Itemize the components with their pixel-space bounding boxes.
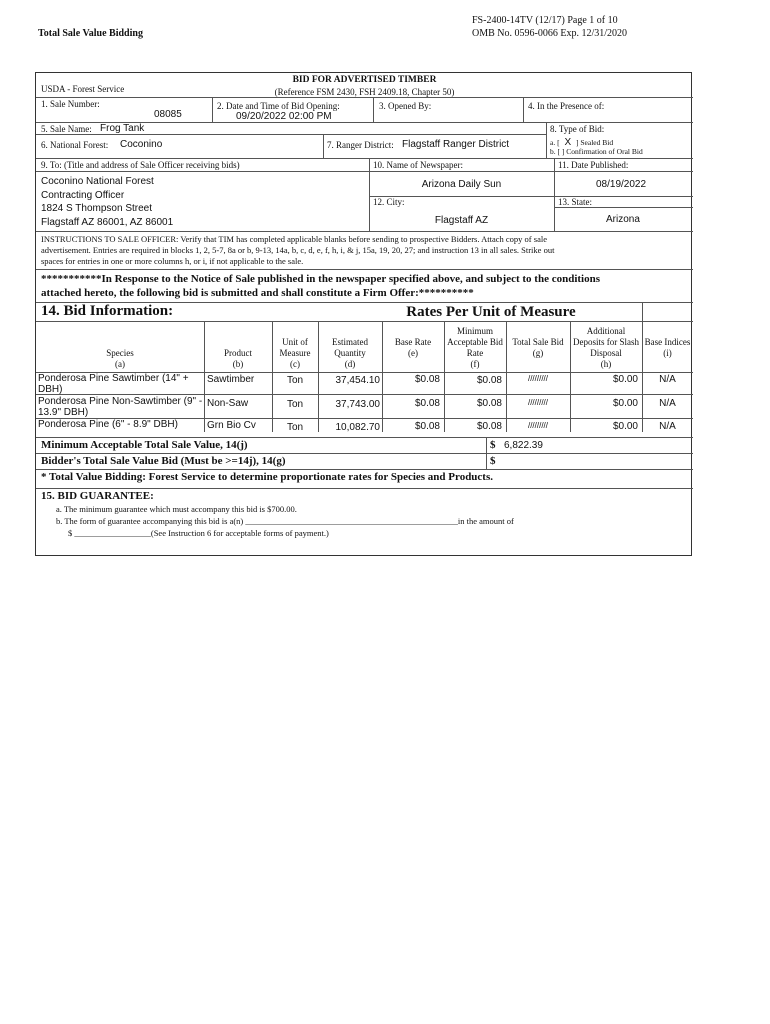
divider — [369, 196, 693, 197]
col-unit: Unit of Measure (c) — [279, 337, 311, 369]
min-total-dollar: $ — [490, 439, 496, 451]
date-published-label: 11. Date Published: — [558, 160, 629, 170]
sale-name-field[interactable]: Frog Tank — [100, 123, 145, 134]
quantity-cell: 37,454.10 — [335, 375, 380, 386]
divider — [36, 97, 693, 98]
min-rate-cell: $0.08 — [476, 398, 502, 409]
quantity-cell: 10,082.70 — [335, 422, 380, 433]
city-field[interactable]: Flagstaff AZ — [434, 215, 489, 226]
divider — [642, 302, 643, 321]
bidder-total-label: Bidder's Total Sale Value Bid (Must be >=14j), 14(g) — [41, 455, 286, 467]
species-cell: Ponderosa Pine (6" - 8.9" DBH) — [38, 419, 178, 430]
divider — [36, 469, 693, 470]
base-indices-cell: N/A — [659, 374, 676, 385]
form-reference: (Reference FSM 2430, FSH 2409.18, Chapter 50) — [274, 87, 455, 97]
base-indices-cell: N/A — [659, 421, 676, 432]
divider — [36, 231, 693, 232]
divider — [36, 488, 693, 489]
product-cell: Non-Saw — [207, 398, 249, 409]
slash-deposit-cell: $0.00 — [612, 398, 638, 409]
bid-date-field[interactable]: 09/20/2022 02:00 PM — [236, 111, 332, 122]
divider — [36, 171, 369, 172]
table-row — [36, 394, 693, 418]
state-field[interactable]: Arizona — [606, 214, 640, 225]
newspaper-label: 10. Name of Newspaper: — [373, 160, 463, 170]
sale-number-field[interactable]: 08085 — [154, 109, 182, 120]
divider — [369, 171, 693, 172]
divider — [36, 269, 693, 270]
divider — [36, 158, 693, 159]
slash-deposit-cell: $0.00 — [612, 374, 638, 385]
rates-title: Rates Per Unit of Measure — [406, 304, 576, 320]
guarantee-title: 15. BID GUARANTEE: — [41, 490, 154, 502]
divider — [212, 97, 213, 122]
guarantee-minimum: a. The minimum guarantee which must accompany this bid is $700.00. — [56, 504, 297, 514]
bid-type-oral[interactable]: b. [ ] Confirmation of Oral Bid — [550, 147, 643, 156]
forest-label: 6. National Forest: — [41, 140, 109, 150]
sale-officer-address[interactable]: Coconino National Forest Contracting Officer 1824 S Thompson Street Flagstaff AZ 86001, AZ 86001 — [41, 176, 174, 228]
bid-type-sealed: a. [ X ] Sealed Bid — [550, 137, 614, 148]
divider — [323, 134, 324, 158]
presence-label: 4. In the Presence of: — [528, 101, 605, 111]
divider — [36, 134, 546, 135]
base-rate-cell: $0.08 — [414, 398, 440, 409]
species-cell: Ponderosa Pine Non-Sawtimber (9" - 13.9" DBH) — [38, 396, 203, 418]
divider — [36, 321, 693, 322]
total-bid-cell[interactable]: ///////// — [527, 374, 548, 383]
form-series-title: Total Sale Value Bidding — [38, 28, 143, 39]
omb-number: OMB No. 0596-0066 Exp. 12/31/2020 — [472, 28, 627, 39]
col-quantity: Estimated Quantity (d) — [332, 337, 368, 369]
bid-info-title: 14. Bid Information: — [41, 303, 174, 319]
bidder-total-dollar: $ — [490, 455, 496, 467]
guarantee-amount-field[interactable]: $ __________________(See Instruction 6 for acceptable forms of payment.) — [68, 528, 329, 538]
forest-field[interactable]: Coconino — [120, 139, 163, 150]
total-bid-cell[interactable]: ///////// — [527, 398, 548, 407]
base-indices-cell: N/A — [659, 398, 676, 409]
form-number: FS-2400-14TV (12/17) Page 1 of 10 — [472, 15, 618, 26]
min-total-value: 6,822.39 — [504, 440, 543, 451]
unit-cell: Ton — [286, 399, 304, 410]
sealed-bid-checkbox[interactable]: X — [564, 137, 572, 148]
col-base-indices: Base Indices (i) — [644, 337, 691, 358]
form-title: BID FOR ADVERTISED TIMBER — [292, 75, 437, 85]
col-slash-deposit: Additional Deposits for Slash Disposal (h) — [573, 326, 639, 369]
divider — [523, 97, 524, 122]
sale-name-label: 5. Sale Name: — [41, 124, 92, 134]
bid-form — [35, 72, 692, 556]
product-cell: Sawtimber — [207, 374, 255, 385]
quantity-cell: 37,743.00 — [335, 399, 380, 410]
ranger-district-field[interactable]: Flagstaff Ranger District — [402, 139, 510, 150]
city-label: 12. City: — [373, 197, 405, 207]
divider — [373, 97, 374, 122]
date-published-field[interactable]: 08/19/2022 — [596, 179, 647, 190]
ranger-district-label: 7. Ranger District: — [327, 140, 394, 150]
divider — [546, 122, 547, 158]
guarantee-form-field[interactable]: b. The form of guarantee accompanying this bid is a(n) __________________________________________________in the amount of — [56, 516, 514, 526]
divider — [554, 207, 693, 208]
divider — [554, 158, 555, 231]
total-bid-cell[interactable]: ///////// — [527, 421, 548, 430]
sale-number-label: 1. Sale Number: — [41, 99, 100, 109]
col-min-rate: Minimum Acceptable Bid Rate (f) — [447, 326, 503, 369]
opened-by-label: 3. Opened By: — [379, 101, 432, 111]
col-base-rate: Base Rate (e) — [394, 337, 432, 358]
sale-officer-instructions: INSTRUCTIONS TO SALE OFFICER: Verify that TIM has completed applicable blanks before sending to prospective Bidders. Attach copy of sale advertisement. Entries are required in blocks 1, 2, 5-7, 8a or b, 9-13, 14a, b, c, d, e, f, h, i, & j, 15a, 19, 20, 27; and instruction 13 in all sales. Strike out spaces for entries in one or more columns h, or i, if not applicable to the sale. — [41, 234, 555, 266]
bidder-total-input[interactable] — [502, 453, 692, 469]
total-value-note: * Total Value Bidding: Forest Service to determine proportionate rates for Species and Products. — [41, 471, 494, 483]
col-species: Species (a) — [106, 348, 134, 369]
table-row — [36, 372, 693, 394]
base-rate-cell: $0.08 — [414, 374, 440, 385]
sale-officer-label: 9. To: (Title and address of Sale Officer receiving bids) — [41, 160, 240, 170]
firm-offer-statement: ***********In Response to the Notice of Sale published in the newspaper specified above, and subject to the conditions attached hereto, the following bid is submitted and shall constitute a Firm Offer:********** — [41, 273, 601, 299]
bid-type-label: 8. Type of Bid: — [550, 124, 605, 134]
form-number-block — [472, 14, 627, 40]
product-cell: Grn Bio Cv — [207, 420, 256, 431]
col-total-bid: Total Sale Bid (g) — [512, 337, 564, 358]
state-label: 13. State: — [558, 197, 592, 207]
min-rate-cell: $0.08 — [476, 421, 502, 432]
divider — [36, 437, 693, 438]
slash-deposit-cell: $0.00 — [612, 421, 638, 432]
col-product: Product (b) — [224, 348, 252, 369]
unit-cell: Ton — [286, 422, 304, 433]
newspaper-field[interactable]: Arizona Daily Sun — [421, 179, 502, 190]
species-cell: Ponderosa Pine Sawtimber (14" + DBH) — [38, 373, 189, 395]
min-total-label: Minimum Acceptable Total Sale Value, 14(j) — [41, 439, 248, 451]
unit-cell: Ton — [286, 375, 304, 386]
base-rate-cell: $0.08 — [414, 421, 440, 432]
agency-name: USDA - Forest Service — [41, 84, 125, 94]
table-row — [36, 418, 693, 432]
bid-date-label: 2. Date and Time of Bid Opening: — [217, 101, 340, 111]
min-rate-cell: $0.08 — [476, 375, 502, 386]
